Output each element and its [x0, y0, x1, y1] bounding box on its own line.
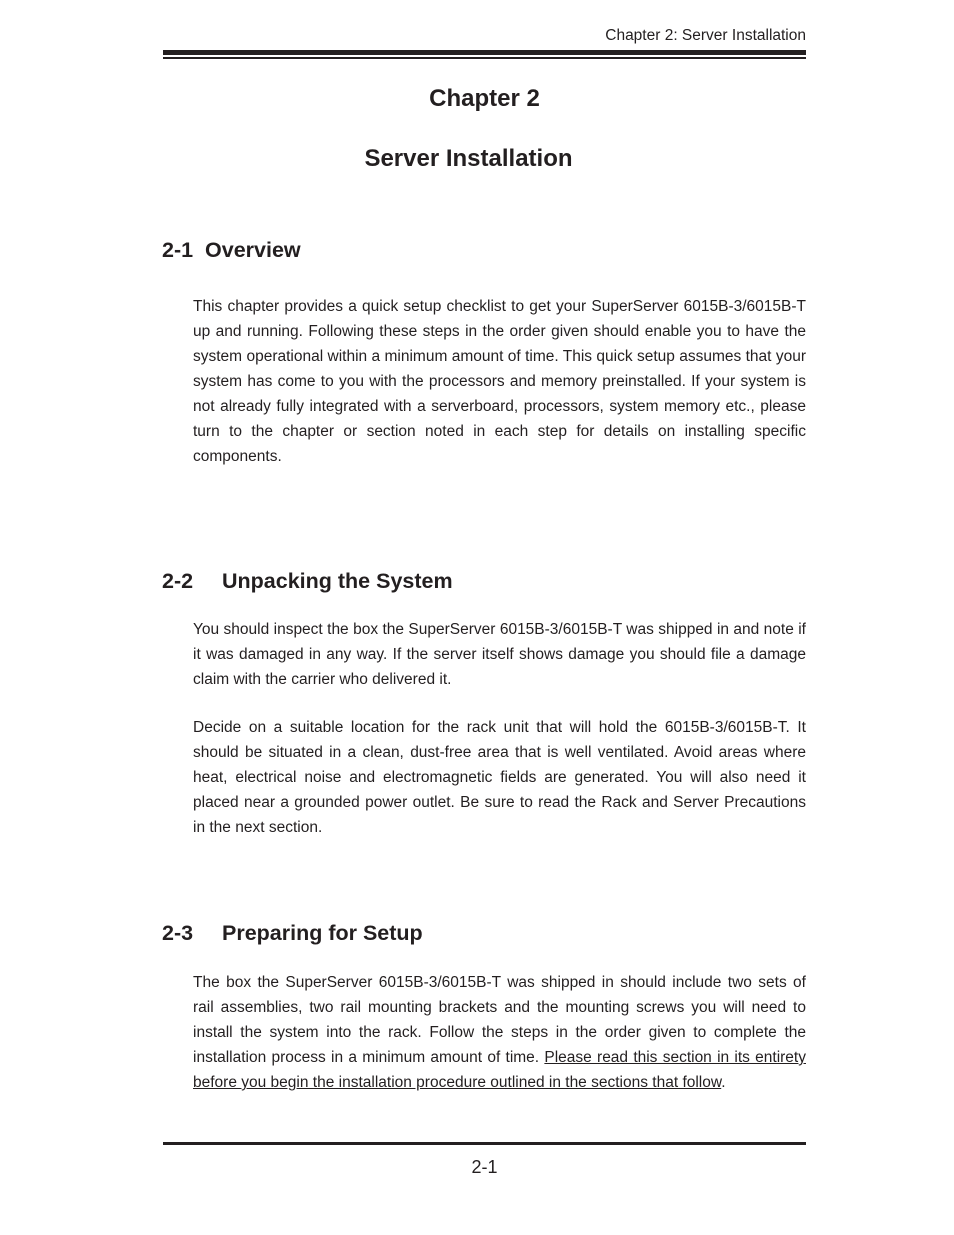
section-number: 2-3 [162, 921, 194, 945]
section-title: Preparing for Setup [222, 921, 423, 945]
chapter-label: Chapter 2 [429, 85, 540, 112]
section-number: 2-1 [162, 238, 194, 262]
section-title: Unpacking the System [222, 569, 453, 593]
section-number: 2-2 [162, 569, 194, 593]
section-heading-overview [162, 237, 301, 263]
unpacking-paragraph-1: You should inspect the box the SuperServer 6015B-3/6015B-T was shipped in and note if it was damaged in any way. If the server itself shows damage you should file a damage claim with the carrier who delivered it. [193, 621, 806, 688]
preparing-text: The box the SuperServer 6015B-3/6015B-T was shipped in should include two sets of rail assemblies, two rail mounting brackets and the mounting screws you will need to install the system into the rack. Follow the steps in the order given to complete the installation process in a minimum amount of time. [193, 974, 806, 1066]
preparing-underlined-note: Please read this section in its entirety before you begin the installation procedure outlined in the sections that follow [193, 1049, 806, 1091]
preparing-paragraph [193, 970, 806, 1095]
section-heading-unpacking [162, 568, 453, 594]
section-heading-preparing [162, 920, 423, 946]
page-number: 2-1 [471, 1157, 498, 1177]
section-title: Overview [205, 238, 301, 262]
header-rule-thick [163, 50, 806, 55]
footer-rule [163, 1142, 806, 1145]
overview-paragraph: This chapter provides a quick setup checklist to get your SuperServer 6015B-3/6015B-T up and running. Following these steps in the order given should enable you to have the system operational within a minimum amount of time. This quick setup assumes that your system has come to you with the processors and memory preinstalled. If your system is not already fully integrated with a serverboard, processors, system memory etc., please turn to the chapter or section noted in each step for details on installing specific components. [193, 298, 806, 465]
header-rule-thin [163, 57, 806, 59]
running-header: Chapter 2: Server Installation [605, 27, 806, 44]
chapter-title: Server Installation [364, 145, 573, 172]
unpacking-paragraph-2: Decide on a suitable location for the rack unit that will hold the 6015B-3/6015B-T. It should be situated in a clean, dust-free area that is well ventilated. Avoid areas where heat, electrical noise and electromagnetic fields are generated. You will also need it placed near a grounded power outlet. Be sure to read the Rack and Server Precautions in the next section. [193, 719, 806, 836]
preparing-note-suffix: . [721, 1074, 726, 1091]
